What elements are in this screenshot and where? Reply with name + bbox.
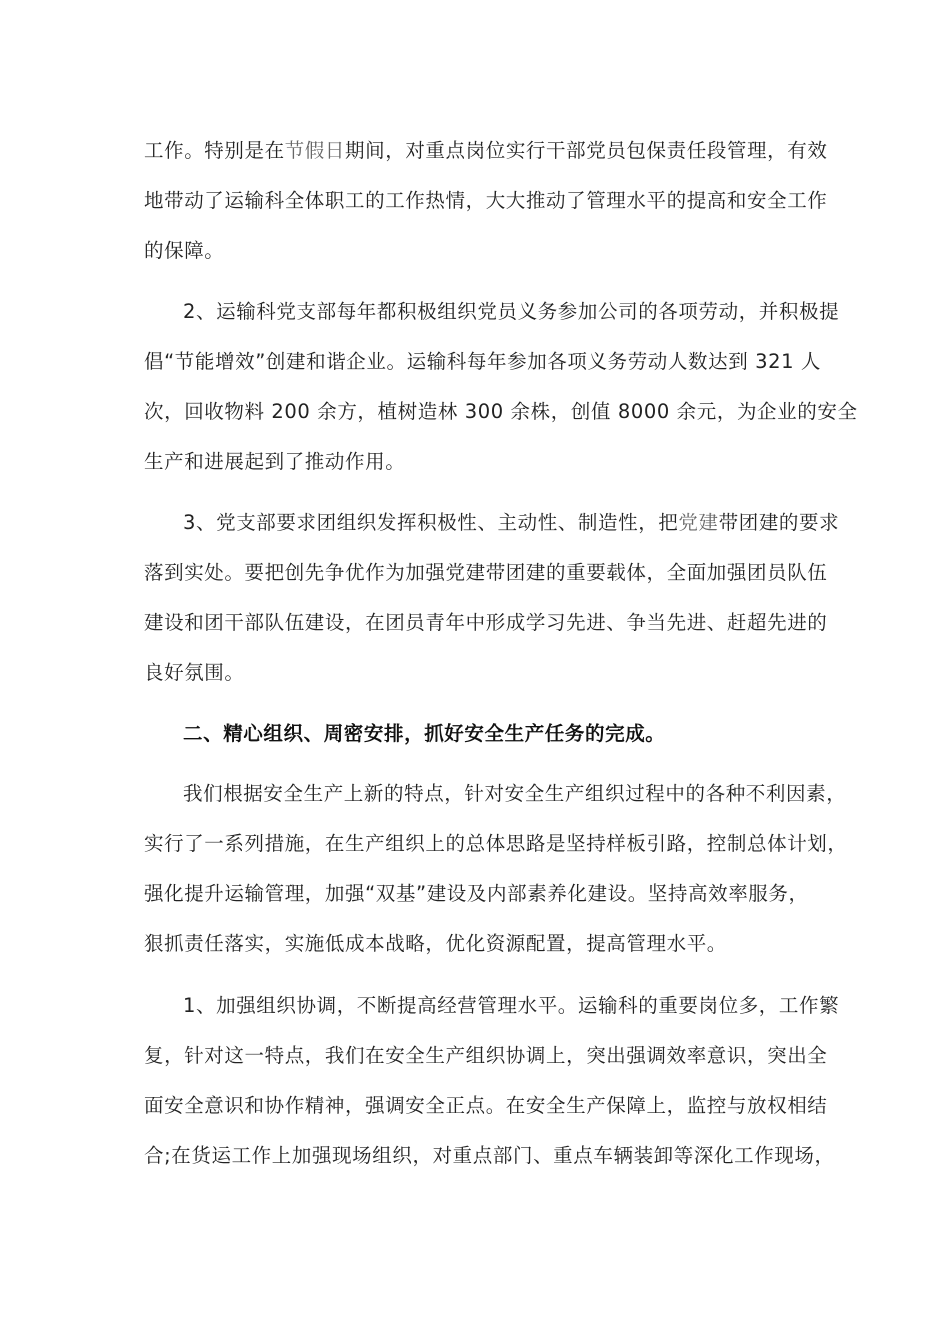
text-run: 地带动了运输科全体职工的工作热情，大大推动了管理水平的提高和安全工作	[144, 189, 828, 212]
paragraph-line	[183, 782, 847, 806]
text-run: 落到实处。要把创先争优作为加强党建带团建的重要载体，全面加强团员队伍	[144, 561, 828, 584]
paragraph-line	[144, 450, 824, 474]
paragraph-line	[144, 1044, 828, 1068]
paragraph-line	[144, 932, 824, 956]
text-run: 狠抓责任落实，实施低成本战略，优化资源配置，提高管理水平。	[144, 932, 727, 955]
paragraph-line	[144, 350, 824, 374]
text-run: 次，回收物料 200 余方，植树造林 300 余株，创值 8000 余元，为企业的安全	[144, 400, 858, 423]
text-run: 的保障。	[144, 239, 225, 262]
text-run: 期间，对重点岗位实行干部党员包保责任段管理，有效	[345, 139, 828, 162]
heading-text: 二、精心组织、周密安排，抓好安全生产任务的完成。	[183, 722, 666, 745]
paragraph-line	[144, 1094, 828, 1118]
paragraph-line	[144, 882, 824, 906]
paragraph-line	[144, 661, 824, 685]
text-run: 3、党支部要求团组织发挥积极性、主动性、制造性，把	[183, 511, 679, 534]
paragraph-line	[144, 832, 848, 856]
text-run: 良好氛围。	[144, 661, 245, 684]
paragraph-line	[144, 1144, 835, 1168]
paragraph-line	[144, 239, 824, 263]
paragraph-line	[183, 511, 840, 535]
paragraph-line	[144, 139, 828, 163]
text-run-highlight: 节假日	[284, 139, 346, 162]
section-heading	[183, 722, 823, 746]
paragraph-line	[144, 611, 828, 635]
paragraph-line	[144, 400, 858, 424]
paragraph-line	[183, 994, 840, 1018]
text-run: 实行了一系列措施，在生产组织上的总体思路是坚持样板引路，控制总体计划，	[144, 832, 848, 855]
text-run: 带团建的要求	[718, 511, 840, 534]
text-run: 倡“节能增效”创建和谐企业。运输科每年参加各项义务劳动人数达到 321 人	[144, 350, 822, 373]
paragraph-line	[144, 561, 828, 585]
text-run: 2、运输科党支部每年都积极组织党员义务参加公司的各项劳动，并积极提	[183, 300, 840, 323]
text-run: 复，针对这一特点，我们在安全生产组织协调上，突出强调效率意识，突出全	[144, 1044, 828, 1067]
text-run: 工作。特别是在	[144, 139, 285, 162]
paragraph-line	[144, 189, 828, 213]
text-run: 合;在货运工作上加强现场组织，对重点部门、重点车辆装卸等深化工作现场，	[144, 1144, 835, 1167]
text-run: 建设和团干部队伍建设，在团员青年中形成学习先进、争当先进、赶超先进的	[144, 611, 828, 634]
text-run-highlight: 党建	[678, 511, 719, 534]
text-run: 我们根据安全生产上新的特点，针对安全生产组织过程中的各种不利因素，	[183, 782, 847, 805]
text-run: 生产和进展起到了推动作用。	[144, 450, 406, 473]
text-run: 面安全意识和协作精神，强调安全正点。在安全生产保障上，监控与放权相结	[144, 1094, 828, 1117]
text-run: 强化提升运输管理，加强“双基”建设及内部素养化建设。坚持高效率服务，	[144, 882, 809, 905]
text-run: 1、加强组织协调，不断提高经营管理水平。运输科的重要岗位多，工作繁	[183, 994, 840, 1017]
paragraph-line	[183, 300, 840, 324]
